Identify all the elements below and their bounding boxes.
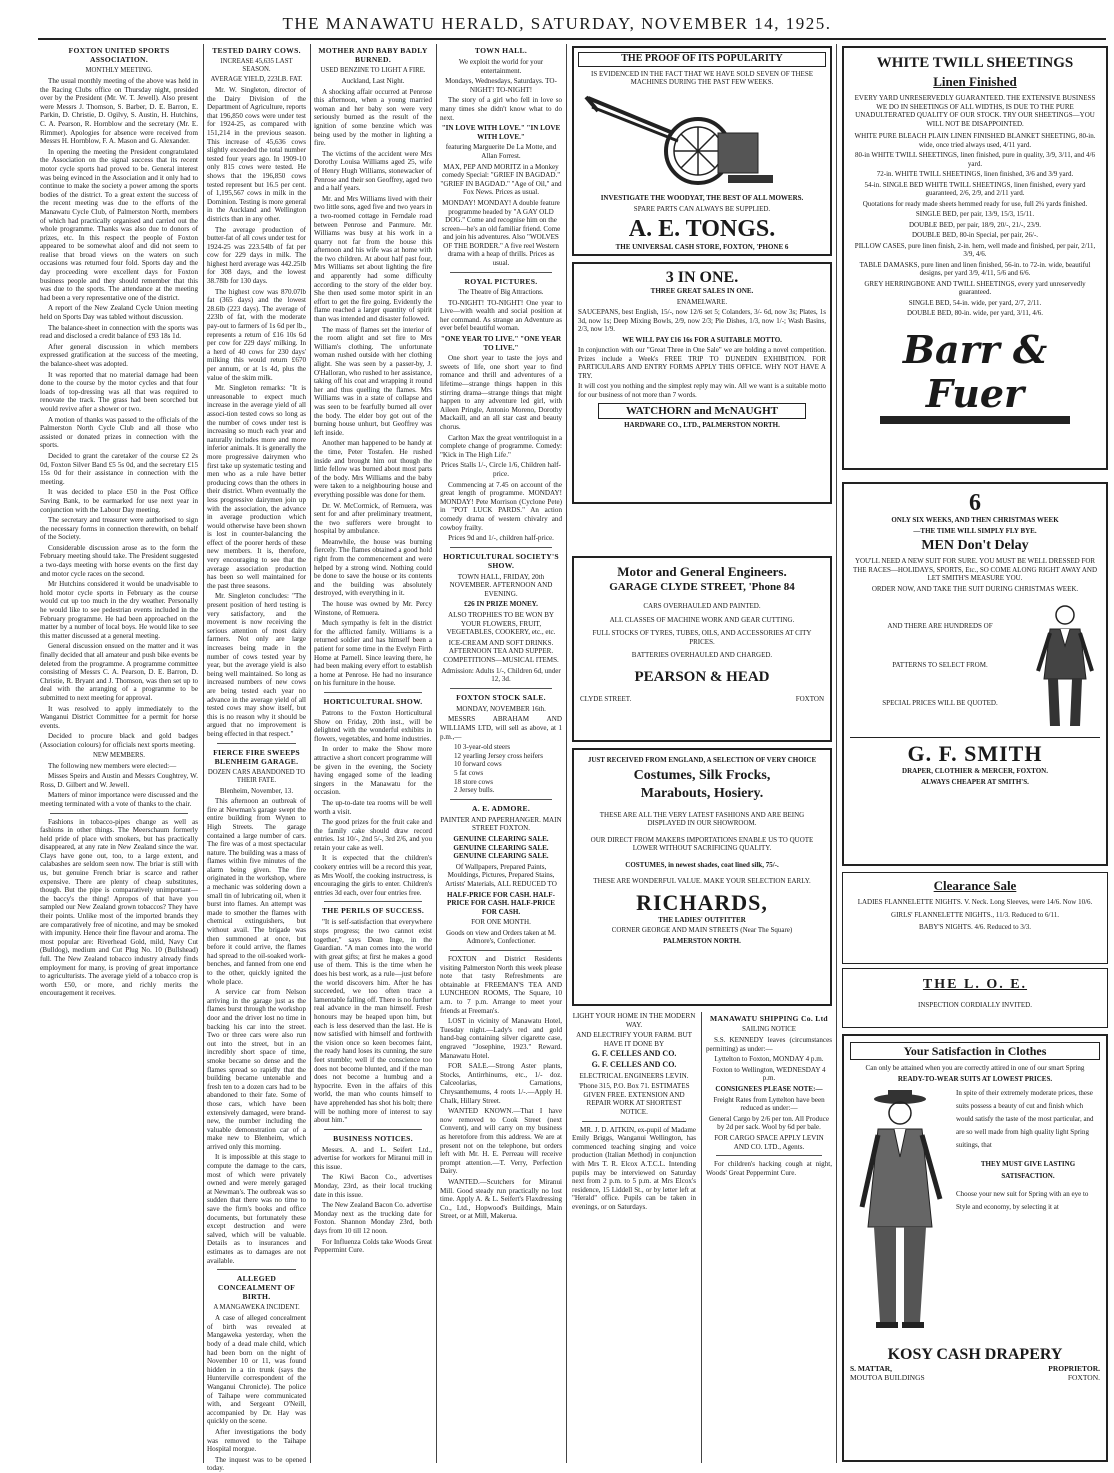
paragraph: The good prizes for the fruit cake and the family cake should draw record entries. 1st 10/-, 2nd 5/-, 3rd 2/6, and you retain your cake as well. (314, 818, 432, 852)
advert-text: THE LADIES' OUTFITTER (658, 915, 746, 924)
paragraph: A motion of thanks was passed to the officials of the Palmerston North Cycle Club and all those who assisted or donated prizes in connection with the sports. (40, 415, 198, 450)
advert-text: Foxton to Wellington, WEDNESDAY 4 p.m. (712, 1065, 826, 1083)
price-list (850, 132, 1100, 318)
advert-text: HARDWARE CO., LTD., PALMERSTON NORTH. (624, 421, 780, 429)
separator (716, 1155, 822, 1156)
paragraph: Another man happened to be handy at the time, Peter Tostafen. He rushed inside and brought him out though the little fellow was burned about most parts of the body. Mrs Williams and the baby were taken to a neighbouring house and everything possible was done for them. (314, 439, 432, 499)
man-in-suit-illustration (1030, 601, 1100, 731)
shipping-column (706, 1012, 832, 1462)
paragraph: The balance-sheet in connection with the sports was read and disclosed a credit balance of £93 18s 1d. (40, 323, 198, 341)
paragraph: Meanwhile, the house was burning fiercely. The flames obtained a good hold right from the commencement and were helped by a strong wind. Nothing could be done to save the house or its contents and the building was absolutely destroyed, with everything in it. (314, 537, 432, 598)
paragraph: One short year to taste the joys and sweets of life, one short year to find romance and thrill and adventures of a lifetime—strange things happen in this stirring drama—strange things that might happen to any adventure led girl, with Aileen Pringle, Antonio Moreno, Dorothy Mackaill, and an all star cast and beauty chorus. (440, 354, 562, 431)
advert-text: THESE ARE ALL THE VERY LATEST FASHIONS AND ARE BEING DISPLAYED IN OUR SHOWROOM. (599, 810, 805, 827)
paragraph: General discussion ensued on the matter and it was finally decided that all amateur and push bike events be deleted from the programme. A programme committee consisting of Messrs C. A. Pearson, D. E. Barron, D. Christie, R. Bryant and J. Thomson, was then set up to deal with the arranging of a programme to be submitted to next meeting for approval. (40, 642, 198, 702)
separator (50, 813, 188, 814)
illustration-row (850, 1087, 1100, 1337)
paragraph: Of Wallpapers, Prepared Paints, Mouldings, Pictures, Prepared Stains, Artists' Materials, ALL REDUCED TO (445, 862, 557, 888)
illustration-text (950, 1087, 1100, 1337)
paragraph: Prices Stalls 1/-, Circle 1/6, Children half-price. (441, 461, 561, 478)
paragraph: Decided to grant the caretaker of the course £2 2s 0d, Foxton Silver Band £5 5s 0d, and the secretary £15 15s 0d for their assistance in connection with the meeting. (40, 451, 198, 486)
advert-text: THEY MUST GIVE LASTING SATISFACTION. (980, 1160, 1076, 1180)
separator (217, 1269, 296, 1270)
illustration-text (850, 622, 1030, 710)
paragraph: The victims of the accident were Mrs Dorothy Louisa Williams aged 25, wife of Henry Hugh Williams, stonewacker of Penrose and their son Geoffrey, aged two and a half years. (314, 149, 432, 193)
list-item: 5 fat cows (454, 768, 484, 777)
advertiser-name: WATCHORN and McNAUGHT (598, 403, 806, 419)
column-2 (207, 44, 306, 1473)
paragraph: Mr. Singleton remarks: "It is unreasonable to expect much increase in the average yield of all associ-tion tested cows so long as the number of cows under test is increasing so much each year and naturally includes more and more inferior animals. It is generally the more progressive dairymen who first take up systematic testing and men who as a rule have better producing cows than the others in their district. When eventually the less progressive dairymen join up with the association, the advance in average production which would otherwise have been shown is lost in counter-balancing the effect of the poorer herds of these new members. It is, therefore, very encouraging to see that the average association production has been so well maintained for the past three seasons. (207, 384, 306, 590)
advert-text: SAUCEPANS, best English, 15/-, now 12/6 set 5; Colanders, 3/- 6d, now 3s; Plates, 1s 3d, now 1s; Deep Mixing Bowls, 2/9, now 2/3; Pie Dishes, 1/3, now 1/-; Wash Basins, 2/3, now 1/9. (578, 308, 826, 333)
price-row: BABY'S NIGHTS. 4/6. Reduced to 3/3. (918, 923, 1032, 931)
classified: WANTED KNOWN.—That I have now removed to Cook Street (next Convent), and will carry on my business as heretofore from this address. We are at present not on the telephone, but orders left with Mr. H. E. Perreau will receive prompt attention.—T. Verry, Perfection Dairy. (440, 1107, 562, 1176)
paragraph: TO-NIGHT! TO-NIGHT! One year to Live—with wealth and social position at her command. As strange an Adventure as ever befel beautiful woman. (440, 298, 562, 333)
paragraph: The inquest was to be opened today. (207, 1455, 306, 1473)
richards-advert (572, 748, 832, 1006)
watchorn-advert (572, 262, 832, 504)
price-row: PILLOW CASES, pure linen finish, 2-in. hem, well made and finished, per pair, 2/11, 3/9, 4/6. (854, 241, 1096, 258)
article-title: A. E. ADMORE. (471, 803, 531, 813)
film-title: "IN LOVE WITH LOVE." "IN LOVE WITH LOVE." (441, 124, 561, 141)
paragraph: In opening the meeting the President congratulated the Association on the signal success that its recent motor cycle sports had proved to be. General interest was being evinced in the Association and it only had to continue to make the society a power among the sports bodies of the district. To a great extent the success of the recent meeting was due to the efforts of the Manawatu Cycle Club, of Palmerston North, members of which had practically organised and carried out the whole programme. Thanks was also due to donors of prizes, etc. In this respect the people of Foxton appeared to be somewhat aloof and did not seem to realise that broad views on the waters on such occasions was returned four fold. Sports day and the day proceeding were excellent days for Foxton business people and they should remember that this was due to the sports. The attendance at the meeting had been a very representative one of the district. (40, 147, 198, 302)
town: FOXTON (795, 694, 824, 703)
column-divider (203, 44, 204, 1463)
big-number: 6 (969, 490, 981, 516)
paragraph: "It is self-satisfaction that everywhere stops progress; the two cannot exist together," says Dean Inge, in the Guardian. "A man comes into the world with great gifts; at first he makes a good use of them. This is the time when he does his best work, as a rule—just before the world discovers him. After he has succeeded, we too often trace a lamentable falling off. There is no further real advance in the man himself. Fresh honours may be heaped upon him, but each is less deserved than the last. He is now satisfied with himself and forthwith the vision once so keen becomes faint, the ready hand loses its cunning, the sure feet stumble; well if the conscience too does not become blunted, and if the man does not become a humbug and a hypocrite. Even in the affairs of this world, the man who counts himself to have apprehended has shot his bolt; there will be nothing more of interest to say about him." (314, 918, 432, 1125)
paragraph: For Influenza Colds take Woods Great Peppermint Cure. (314, 1237, 432, 1255)
advert-text: YOU'LL NEED A NEW SUIT FOR SURE. YOU MUST BE WELL DRESSED FOR THE RACES—HOLIDAYS, SPORTS, Etc., SO COME ALONG RIGHT AWAY AND LET SMITH'S MEASURE YOU. (852, 557, 1098, 582)
advert-heading: Your Satisfaction in Clothes (850, 1042, 1100, 1060)
classified: MR. J. D. AITKIN, ex-pupil of Madame Emily Briggs, Wanganui Wellington, has commenced teaching singing and voice production (Italian Method) in conjunction with Mrs T. R. Elcox A.T.C.L. Intending pupils may be interviewed on Saturday next from 2 p.m. to 5 p.m. at Mrs Elcox's residence, 15 Liddell St., or by letter left at "Herald" office. Pupils can be taken in evenings, or on Saturdays. (572, 1125, 696, 1211)
advert-text: S.S. KENNEDY leaves (circumstances permitting) as under:— (706, 1036, 832, 1053)
film-title: "ONE YEAR TO LIVE." "ONE YEAR TO LIVE." (440, 335, 562, 352)
paragraph: A report of the New Zealand Cycle Union meeting held on Sports Day was tabled without discussion. (40, 304, 198, 322)
advert-text: INSPECTION CORDIALLY INVITED. (918, 1001, 1032, 1009)
separator (450, 950, 552, 951)
advert-text: SPECIAL PRICES WILL BE QUOTED. (882, 699, 998, 708)
advert-heading: MEN Don't Delay (921, 538, 1029, 553)
paragraph: Carlton Max the great ventriloquist in a complete change of programme. Comedy: "Kick in The High Life." (440, 433, 562, 459)
price-row: DOUBLE BED, 80-in Special, per pair, 26/-. (911, 231, 1039, 239)
classified: WANTED.—Scutchers for Miranui Mill. Good steady run practically no lost time. Apply A. & L. Seifert's Flaxdressing Co., Ltd., Hopwood's Buildings, Main Street, or at Mill, Makerua. (440, 1177, 562, 1221)
advert-text: FULL STOCKS OF TYRES, TUBES, OILS, AND ACCESSORIES AT CITY PRICES. (592, 629, 812, 646)
paragraph: Matters of minor importance were discussed and the meeting terminated with a vote of thanks to the chair. (40, 791, 198, 808)
paragraph: The story of a girl who fell in love so many times she didn't know what to do next. (440, 96, 562, 122)
owner-name: S. MATTAR, (850, 1364, 893, 1373)
price-row: DOUBLE BED, 80-in. wide, per yard, 3/11, 4/6. (906, 309, 1044, 317)
paragraph: It was reported that no material damage had been done to the course by the motor cycles and that four loads of top-dressing was all that was required to renovate the track. The grass had been scorched but would revive after a shower or two. (40, 370, 198, 413)
paragraph: The highest cow was 870.07lb fat (365 days) and the lowest 28.6lb (223 days). The average of 223lb of fat, with the moderate pay-out to farmers of 1s 6d per lb., represents a return of £16 10s 6d per cow for 229 days' milking. In a herd of 40 cows for 230 days' milking this would return £670 per annum, or at 1s 4d, plus the value of the skim milk. (207, 287, 306, 382)
column-divider (701, 1012, 702, 1463)
street: CLYDE STREET. (580, 694, 632, 703)
advert-text: Freight Rates from Lyttelton have been reduced as under:— (713, 1095, 825, 1113)
paragraph: Decided to procure black and gold badges (Association colours) for officials next sports meeting. (40, 732, 198, 749)
paragraph: MONDAY, NOVEMBER 16th. (456, 704, 546, 713)
barr-fuer-advert (842, 46, 1108, 470)
advert-heading: Costumes, Silk Frocks, (633, 767, 771, 783)
paragraph: The secretary and treasurer were authorised to sign the necessary forms in connection therewith, on behalf of the Society. (40, 516, 198, 542)
article-subtitle: USED BENZINE TO LIGHT A FIRE. (320, 67, 426, 74)
paragraph: The mass of flames set the interior of the room alight and set fire to Mrs William's clothing. The unfortunate woman rushed outside with her clothing alight. She was seen by a passer-by, J. O'Halloran, who rushed to her assistance, taking off his coat and wrapping it round her and thus quelling the flames. Mrs Williams was in a state of collapse and was seen to be fearfully burned all over the body. The elder boy got out of the burning house unhurt, but Geoffrey was left inside. (314, 325, 432, 437)
price-row: LADIES FLANNELETTE NIGHTS. V. Neck. Long Sleeves, were 14/6. Now 10/6. (857, 898, 1093, 906)
advert-text: ONLY SIX WEEKS, AND THEN CHRISTMAS WEEK (891, 516, 1059, 524)
advert-text: —THE TIME WILL SIMPLY FLY BYE. (913, 526, 1037, 535)
advertiser-name: PEARSON & HEAD (634, 668, 770, 685)
advert-heading: THE L. O. E. (922, 977, 1028, 992)
paragraph: TOWN HALL, FRIDAY, 20th NOVEMBER. AFTERNOON AND EVENING. (449, 572, 553, 598)
advert-text: AND THERE ARE HUNDREDS OF (887, 622, 993, 631)
paragraph: The Kiwi Bacon Co., advertises Monday, 23rd, as their local trucking date in this issue. (314, 1173, 432, 1199)
article-title: HORTICULTURAL SOCIETY'S SHOW. (443, 551, 559, 570)
column-divider (310, 44, 311, 1463)
advert-text: ENAMELWARE. (676, 297, 728, 306)
list-item: 10 3-year-old steers (454, 743, 511, 752)
separator (450, 272, 552, 273)
masthead: THE MANAWATU HERALD, SATURDAY, NOVEMBER 14, 1925. (282, 14, 832, 33)
advert-text: IS EVIDENCED IN THE FACT THAT WE HAVE SOLD SEVEN OF THESE MACHINES DURING THE PAST FEW WEEKS. (591, 69, 813, 86)
column-divider (436, 44, 437, 1463)
advertiser-name: G. F. CELLES AND CO. (591, 1059, 677, 1069)
paragraph: Admission: Adults 1/-, Children 6d, under 12, 3d. (441, 666, 561, 684)
article-title: ALLEGED CONCEALMENT OF BIRTH. (217, 1274, 296, 1302)
illustration-row (850, 601, 1100, 731)
section-heading: NEW MEMBERS. (93, 751, 145, 759)
paragraph: The New Zealand Bacon Co. advertise Monday next as the trucking date for Foxton. Shannon Monday 23rd, both days from 10 till 12 noon. (314, 1201, 432, 1236)
lawn-mower-illustration (578, 93, 778, 188)
paragraph: £26 IN PRIZE MONEY. (464, 600, 538, 609)
classified: LOST in vicinity of Manawatu Hotel, Tuesday night.—Lady's red and gold hand-bag containing silver cigarette case, engraved "Josephine, 1923." Reward. Manawatu Hotel. (440, 1017, 562, 1060)
advert-heading: GARAGE CLYDE STREET, 'Phone 84 (609, 581, 795, 593)
paragraph: It is impossible at this stage to compute the damage to the cars, most of which were privately owned and were merely garaged at Newman's. The outbreak was so sudden that there was no time to save the firm's books and office documents, but fortunately these except destruction and were salved, which will be valuable. Details as to insurances and estimates as to damages are not available. (207, 1153, 306, 1265)
price-row: SINGLE BED, per pair, 13/9, 15/3, 15/11. (915, 210, 1035, 218)
paragraph: A shocking affair occurred at Penrose this afternoon, when a young married woman and her baby son were very seriously burned as the result of the ignition of some benzine which was being used by the mother in lighting a fire. (314, 87, 432, 148)
loe-advert (842, 968, 1108, 1028)
paragraph: Messrs. A. and L. Seifert Ltd., advertise for workers for Miranui mill in this issue. (314, 1145, 432, 1171)
advertiser-name: G. F. CELLES AND CO. (591, 1049, 677, 1059)
advert-heading: MANAWATU SHIPPING Co. Ltd (710, 1014, 828, 1023)
clearance-sale-advert (842, 872, 1108, 964)
address-row (850, 1374, 1100, 1383)
article-subtitle: AVERAGE YIELD, 223LB. FAT. (210, 76, 303, 83)
paragraph: PAINTER AND PAPERHANGER. MAIN STREET FOXTON. (440, 815, 562, 833)
advert-subheading: SAILING NOTICE (742, 1026, 796, 1033)
advert-text: ALWAYS CHEAPER AT SMITH'S. (921, 777, 1029, 786)
paragraph: MONDAY! MONDAY! A double feature programme headed by "A GAY OLD DOG." Come and recognise him on the screen—he's an old familiar friend. Come and join his adventures. Also "WOLVES OF THE BORDER." A five reel Western drama with a heap of thrills. Prices as usual. (441, 198, 561, 268)
price-row: DOUBLE BED, per pair, 18/9, 20/-, 21/-, 23/9. (908, 220, 1042, 229)
price-row: 72-in. WHITE TWILL SHEETINGS, linen finished, 3/6 and 3/9 yard. (876, 170, 1074, 178)
classified: FOR SALE.—Strong Aster plants, Stocks, Antirrhinums, etc., 1/- doz. Calceolarias, Carnations, Chrysanthemums, 4 roots 1/-.—Apply H. Chalk, Hillary Street. (440, 1062, 562, 1105)
advert-text: 'Phone 315, P.O. Box 71. ESTIMATES GIVEN FREE. EXTENSION AND REPAIR WORK AT SHORTEST NOTICE. (578, 1082, 690, 1116)
advert-text: General Cargo by 2/6 per ton. All Produce by 2d per sack. Wool by 6d per bale. (708, 1114, 830, 1132)
column-divider (566, 44, 567, 1463)
price-row: 80-in WHITE TWILL SHEETINGS, linen finished, pure in quality, 3/9, 3/11, and 4/6 yard. (854, 151, 1096, 168)
paragraph: This afternoon an outbreak of fire at Newman's garage swept the entire building from Wynen to High Streets. The garage contained a large number of cars. The fire was of a most spectacular nature. The building was a mass of flames within five minutes of the alarm being given. The fire originated in the workshop, where a mechanic was soldering down a small tin of lubricating oil, when it burst into flames. An attempt was made to smother the flames with chemical extinguishers, but without avail. The brigade was then summoned at once, but before it could arrive, the flames had spread to the oil-soaked work-benches, and fanned from one end to the other, quickly ignited the whole place. (207, 797, 306, 986)
classified: FOXTON and District Residents visiting Palmerston North this week please note that tasty Refreshments are obtainable at FREEMAN'S TEA AND LUNCHEON ROOMS, The Square, 10 a.m. to 7 p.m. Arrange to meet your friends at Freeman's. (440, 955, 562, 1015)
advert-text: WE WILL PAY £16 16s FOR A SUITABLE MOTTO. (622, 335, 782, 344)
paragraph: Prices 9d and 1/-, children half-price. (448, 534, 554, 543)
advert-text: THESE ARE WONDERFUL VALUE. MAKE YOUR SELECTION EARLY. (593, 877, 811, 885)
article-subtitle: MONTHLY MEETING. (85, 67, 153, 74)
separator (324, 692, 422, 693)
advert-heading: THE PROOF OF ITS POPULARITY (578, 52, 826, 67)
paragraph: Misses Speirs and Austin and Messrs Coughtrey, W. Ross, D. Gilbert and W. Jewell. (40, 772, 198, 789)
article-title: FOXTON STOCK SALE. (456, 692, 546, 702)
advertiser-name: G. F. SMITH (907, 741, 1043, 766)
paragraph: Fashions in tobacco-pipes change as well as fashions in other things. The Meerschaum formerly held pride of place with smokers, but has practically disappeared, at any rate in New Zealand since the war. Clays have gone out, too, to a large extent, and calabashes are seldom seen now. The briar is still with us, but genuine French briar is scarce and rather expensive. There are plenty of cheap substitutes, though. But the pipe is comparatively unimportant—the baccy's the thing! Apropos of that have you sampled our New Zealand grown tobaccos? They have their points. Unlike most of the imported brands they are comparatively free of nicotine, and may be smoked with impunity. Hence their fine flavour and aroma. The most popular are: Riverhead Gold, mild, Navy Cut (Bulldog), medium and Cut Plug No. 10 (Bullshead) full. The New Zealand tobacco industry already finds employment for many, is proving of great importance to agriculturists. The average yield of a tobacco crop is worth £50, or more, and richly merits the encouragement it receives. (40, 817, 198, 998)
article-subtitle: DOZEN CARS ABANDONED TO THEIR FATE. (207, 768, 306, 784)
separator (217, 743, 296, 744)
list-item: 2 Jersey bulls. (454, 786, 495, 795)
man-in-suit-illustration (850, 1087, 950, 1337)
article-title: MOTHER AND BABY BADLY BURNED. (318, 46, 428, 64)
advert-text: PATTERNS TO SELECT FROM. (892, 660, 988, 669)
advert-text: CONSIGNEES PLEASE NOTE:— (715, 1084, 823, 1093)
owner-title: PROPRIETOR. (1048, 1364, 1100, 1373)
paragraph: It is expected that the children's cookery entries will be a record this year, as Mrs Woolf, the cooking instructress, is encouraging the girls to enter. Children's entries 3d each, over four entries free. (314, 854, 432, 897)
address: MOUTOA BUILDINGS (850, 1372, 925, 1382)
separator (450, 688, 552, 689)
separator (450, 547, 552, 548)
paragraph: In order to make the Show more attractive a short concert programme will be given in the evening, the Society having engaged some of the leading singers in the Manawatu for the occasion. (314, 745, 432, 797)
advertiser-name: RICHARDS, (636, 889, 768, 915)
paragraph: The up-to-date tea rooms will be well worth a visit. (314, 798, 432, 816)
advert-text: OUR DIRECT FROM MAKERS IMPORTATIONS ENABLE US TO QUOTE LOWER WITHOUT SACRIFICING QUALITY. (590, 835, 814, 852)
advert-text: Lyttelton to Foxton, MONDAY 4 p.m. (714, 1055, 824, 1064)
advert-text: ORDER NOW, AND TAKE THE SUIT DURING CHRISTMAS WEEK. (871, 584, 1079, 593)
barr-fuer-logo: Barr & Fuer (902, 326, 1048, 416)
separator (324, 901, 422, 902)
paragraph: After general discussion in which members expressed gratification at the success of the meeting, the balance-sheet was adopted. (40, 342, 198, 368)
article-title: HORTICULTURAL SHOW. (323, 696, 423, 706)
article-title: ROYAL PICTURES. (464, 276, 538, 286)
advert-text: ELECTRICAL ENGINEERS LEVIN. (579, 1071, 689, 1080)
paragraph: ALSO TROPHIES TO BE WON BY YOUR FLOWERS, FRUIT, VEGETABLES, COOKERY, etc., etc. (446, 611, 556, 637)
paragraph: FOR ONE MONTH. (471, 918, 531, 927)
column-divider (836, 44, 837, 1463)
advert-heading: 3 IN ONE. (665, 269, 739, 286)
list-item: 10 forward cows (454, 760, 502, 769)
advert-text: CORNER GEORGE AND MAIN STREETS (Near The Square) (611, 926, 793, 934)
paragraph: Dr. W. McCormick, of Remuera, was sent for and after preliminary treatment, the two sufferers were brought to hospital by ambulance. (314, 501, 432, 536)
pearson-head-advert (572, 556, 832, 742)
article-title: TOWN HALL. (474, 46, 528, 55)
advert-heading: Clearance Sale (933, 878, 1017, 893)
paragraph: After investigations the body was removed to the Taihape Hospital morgue. (207, 1427, 306, 1454)
column-1 (40, 44, 198, 1464)
advert-text: Can only be attained when you are correctly attired in one of our smart Spring (865, 1064, 1085, 1072)
advert-text: SPARE PARTS CAN ALWAYS BE SUPPLIED. (633, 204, 771, 213)
paragraph: The following new members were elected:— (48, 761, 177, 770)
article-title: TESTED DAIRY COWS. (212, 46, 301, 55)
article-subtitle: INCREASE 45,635 LAST SEASON. (220, 58, 293, 73)
paragraph: Mr. W. Singleton, director of the Dairy Division of the Department of Agriculture, reports that 196,850 cows were under test for 1924-25, as compared with 151,214 in the previous season. This increase of 45,636 cows slightly exceeded the total number tested four years ago. In 1909-10 only 815 cows were tested. He shows that the 196,850 cows tested represent but 16.5 per cent. of 1,195,567 cows in milk in the Dominion. Testing is more general in the Auckland and Wellington districts than in any other. (207, 86, 306, 223)
paragraph: Mr. Singleton concludes: "The present position of herd testing is very satisfactory, and the movement is now receiving the serious attention of most dairy farmers. Not only are large increases being made in the number of cows tested year by year, but the average yield is also being well maintained. So long as increased numbers of new cows are being tested each year no advance in the average yield of all tested cows may show itself, but this is no reason why it should be argued that no improvement is being effected in that respect." (207, 592, 306, 738)
advert-text: It will cost you nothing and the simplest reply may win. All we want is a suitable motto for our business of not more than 7 words. (578, 382, 826, 399)
advert-heading: WHITE TWILL SHEETINGS (876, 55, 1074, 71)
paragraph: Much sympathy is felt in the district for the afflicted family. Williams is a returned soldier and has himself been a patient for some time in the Evelyn Firth Home at Parnell. Since leaving there, he had been making every effort to establish a home at Penrose. He had no insurance on his furniture in the house. (314, 619, 432, 688)
paragraph: HALF-PRICE FOR CASH. HALF-PRICE FOR CASH. HALF-PRICE FOR CASH. (447, 890, 555, 916)
separator (850, 737, 1100, 738)
advert-heading: Motor and General Engineers. (617, 564, 787, 579)
advert-text: Choose your new suit for Spring with an eye to Style and economy, by selecting it at (956, 1190, 1089, 1211)
paragraph: GENUINE CLEARING SALE. GENUINE CLEARING SALE. GENUINE CLEARING SALE. (453, 834, 549, 861)
paragraph: The average production of butter-fat of all cows under test for 1924-25 was 223.54lb of fat per cow for 229 days in milk. The highest herd average was 442.25lb for 308 days, and the lowest 38.78lb for 130 days. (207, 225, 306, 286)
paragraph: Commencing at 7.45 on account of the great length of programme. MONDAY! MONDAY! Pete Morrison (Cyclone Pete) in "POT LUCK PARDS." An action comedy drama of western chivalry and cowboy frailty. (440, 480, 562, 532)
price-row: GIRLS' FLANNELETTE NIGHTS., 11/3. Reduced to 6/11. (891, 910, 1059, 919)
price-row: 54-in. SINGLE BED WHITE TWILL SHEETINGS, linen finished, every yard guaranteed, 2/6, 2/9, and 2/11 yard. (864, 180, 1086, 197)
paragraph: It was resolved to apply immediately to the Wanganui District Committee for a permit for horse events. (40, 704, 198, 730)
price-row: SINGLE BED, 54-in. wide, per yard, 2/7, 2/11. (908, 298, 1042, 307)
paragraph: We exploit the world for your entertainment. (458, 58, 544, 75)
paragraph: The usual monthly meeting of the above was held in the Racing Clubs office on Thursday night, presided over by the President (Mr. W. T. Jewell). Also present were Messrs J. Thomson, S. Barber, D. E. Barron, E. Parkin, D. Christie, D. Ogilvy, S. Austin, H. Hutchins, C. A. Pearson, R. Hornblow and the secretary (Mr. E. Rimmer). Apologies for absence were received from Messrs H. Hornblow, F. A. Mason and G. Alexander. (40, 77, 198, 146)
paragraph: Mr Hutchins considered it would be unadvisable to hold motor cycle sports in February as the course would cut up too much in the dry weather. Personally he would like to see pedestrian events included in the February programme. He had been approached on the matter by a number of local boys. He would like to see this matter discussed at a general meeting. (40, 580, 198, 640)
separator (450, 799, 552, 800)
advert-heading: Marabouts, Hosiery. (640, 785, 764, 801)
advert-subheading: Linen Finished (933, 74, 1017, 89)
advertiser-name: A. E. TONGS. (628, 216, 776, 242)
celles-column (572, 1012, 696, 1462)
article-subtitle: The Theatre of Big Attractions. (458, 288, 544, 296)
article-title: FIERCE FIRE SWEEPS BLENHEIM GARAGE. (213, 747, 300, 766)
dateline: Blenheim, November, 13. (219, 786, 294, 795)
article-title: FOXTON UNITED SPORTS ASSOCIATION. (68, 46, 170, 64)
kosy-drapery-advert (842, 1034, 1108, 1462)
town: FOXTON. (1067, 1372, 1100, 1382)
price-row: WHITE PURE BLEACH PLAIN LINEN FINISHED BLANKET SHEETING, 80-in. wide, once tried always used, 4/11 yard. (854, 132, 1096, 149)
advert-text: In conjunction with our "Great Three in One Sale" we are holding a novel competition. Prizes include a Week's FREE TRIP TO DUNEDIN EXHIBITION. FOR PARTICULARS AND ENTRY FORMS APPLY THIS OFFICE. WHY NOT HAVE A TRY. (578, 346, 826, 380)
advert-text: THREE GREAT SALES IN ONE. (650, 287, 754, 295)
paragraph: A case of alleged concealment of birth was revealed at Mangaweka yesterday, when the body of a dead male child, which had been born on the night of November 10 or 11, was found hidden in a tin trunk (says the Hunterville correspondent of the Wanganui Chronicle). The police of Taihape were communicated with, and Sergeant O'Neill, accompanied by Dr. Hay was quickly on the scene. (207, 1314, 306, 1426)
separator (324, 1129, 422, 1130)
advertiser-name: KOSY CASH DRAPERY (887, 1346, 1063, 1363)
advert-text: ALL CLASSES OF MACHINE WORK AND GEAR CUTTING. (609, 615, 795, 624)
advert-text: JUST RECEIVED FROM ENGLAND, A SELECTION OF VERY CHOICE (587, 756, 817, 764)
advert-text: DRAPER, CLOTHIER & MERCER, FOXTON. (902, 767, 1048, 775)
logo-underline (880, 416, 1070, 424)
gf-smith-advert (842, 482, 1108, 866)
advert-text: INVESTIGATE THE WOODYAT, THE BEST OF ALL MOWERS. (600, 194, 804, 202)
advert-text: FOR CARGO SPACE APPLY LEVIN AND CO. LTD., Agents. (714, 1133, 824, 1151)
advert-text: CARS OVERHAULED AND PAINTED. (643, 602, 761, 610)
stock-list (440, 743, 562, 795)
dateline: Auckland, Last Night. (341, 77, 405, 85)
article-title: THE PERILS OF SUCCESS. (321, 906, 425, 916)
article-subtitle: A MANGAWEKA INCIDENT. (213, 1304, 300, 1312)
advert-text: READY-TO-WEAR SUITS AT LOWEST PRICES. (897, 1074, 1053, 1083)
tongs-advert (572, 46, 832, 256)
paragraph: Considerable discussion arose as to the form the February meeting should take. The President suggested a two-days meeting with horse events on the first day and motor cycle races on the second. (40, 543, 198, 578)
paragraph: Goods on view and Orders taken at M. Admore's, Confectioner. (446, 928, 556, 946)
advert-text: EVERY YARD UNRESERVEDLY GUARANTEED. THE EXTENSIVE BUSINESS WE DO IN SHEETINGS OF ALL WIDTHS, IS DUE TO THE PURE UNADULTERATED QUALITY OF OUR STOCK. TRY OUR SHEETINGS—YOU WILL NOT BE DISAPPOINTED. (854, 94, 1096, 128)
paragraph: Patrons to the Foxton Horticultural Show on Friday, 20th inst., will be delighted with the wonderful exhibits in flowers, vegetables, and home industries. (314, 708, 432, 743)
advert-text: In spite of their extremely moderate prices, these suits possess a beauty of cut and finish which would satisfy the taste of the most particular, and are so well made from high quality light Spring suitings, that (956, 1089, 1094, 1149)
address-row (580, 695, 824, 704)
paragraph: Mr. and Mrs Williams lived with their two little sons, aged five and two years in a two-roomed cottage in Ferndale road between Penrose and Panmure. Mr. Williams was busy at his work in a quarry not far from the house this afternoon and his wife was at home with the two children. At about half past four, Mrs Williams set about lighting the fire and apparently had some difficulty according to the story of the elder boy. She then used some motor spirit in an effort to get the fire going. Evidently the flame reached a larger quantity of spirit than was intended and disaster followed. (314, 194, 433, 324)
advert-text: AND ELECTRIFY YOUR FARM. BUT HAVE IT DONE BY (576, 1031, 692, 1048)
advert-text: For children's hacking cough at night, Woods' Great Peppermint Cure. (706, 1160, 832, 1177)
price-row: Quotations for ready made sheets hemmed ready for use, full 2¼ yards finished. (862, 199, 1088, 208)
advert-text: THE UNIVERSAL CASH STORE, FOXTON, 'PHONE 6 (615, 243, 789, 251)
paragraph: The house was owned by Mr. Percy Winstone, of Remuera. (314, 600, 432, 617)
advert-text: LIGHT YOUR HOME IN THE MODERN WAY. (572, 1012, 696, 1029)
paragraph: MAX, PEP AND MORITZ in a Monkey comedy Special: "GRIEF IN BAGDAD." "GRIEF IN BAGDAD." "Age of Oil," and Fox News. Prices as usual. (440, 162, 562, 197)
column-3 (314, 44, 432, 1464)
paragraph: ICE-CREAM AND SOFT DRINKS. AFTERNOON TEA AND SUPPER. COMPETITIONS—MUSICAL ITEMS. (443, 638, 559, 665)
price-row: TABLE DAMASKS, pure linen and linen finished, 56-in. to 72-in. wide, beautiful designs, per yard 3/9, 4/11, 5/6 and 6/6. (859, 260, 1091, 277)
paragraph: Mondays, Wednesdays, Saturdays. TO-NIGHT! TO-NIGHT! (445, 77, 557, 94)
masthead-rule (38, 38, 1106, 40)
price-row: GREY HERRINGBONE AND TWILL SHEETINGS, every yard unreservedly guaranteed. (864, 279, 1086, 296)
article-title: BUSINESS NOTICES. (333, 1133, 413, 1143)
advert-text: BATTERIES OVERHAULED AND CHARGED. (631, 651, 773, 659)
separator (582, 1121, 686, 1122)
list-item: 12 yearling Jersey cross heifers (454, 751, 544, 760)
paragraph: featuring Marguerite De La Motte, and Allan Forrest. (445, 143, 557, 160)
paragraph: MESSRS ABRAHAM AND WILLIAMS LTD, will sell as above, at 1 p.m.,— (440, 715, 562, 741)
list-item: 18 store cows (454, 777, 494, 786)
paragraph: It was decided to place £50 in the Post Office Saving Bank, to be earmarked for use next year in conjunction with the Labour Day meeting. (40, 488, 198, 514)
paragraph: A service car from Nelson arriving in the garage just as the flames burst through the workshop door and the driver lost no time in backing his car into the street. Two or three cars were also run out into the street, but in an incredibly short space of time, smoke became so dense and the flames spread so rapidly that the building became untenable and fresh ten to a dozen cars had to be abandoned to their fate. Some of those cars, which have been extensively damaged, were brand-new, the number including the valuable demonstration car of a make new to Blenheim, which arrived only this morning. (207, 988, 306, 1151)
column-4 (440, 44, 562, 1464)
advert-text: PALMERSTON NORTH. (663, 936, 741, 945)
advert-text: COSTUMES, in newest shades, coat lined silk, 75/-. (625, 860, 779, 869)
